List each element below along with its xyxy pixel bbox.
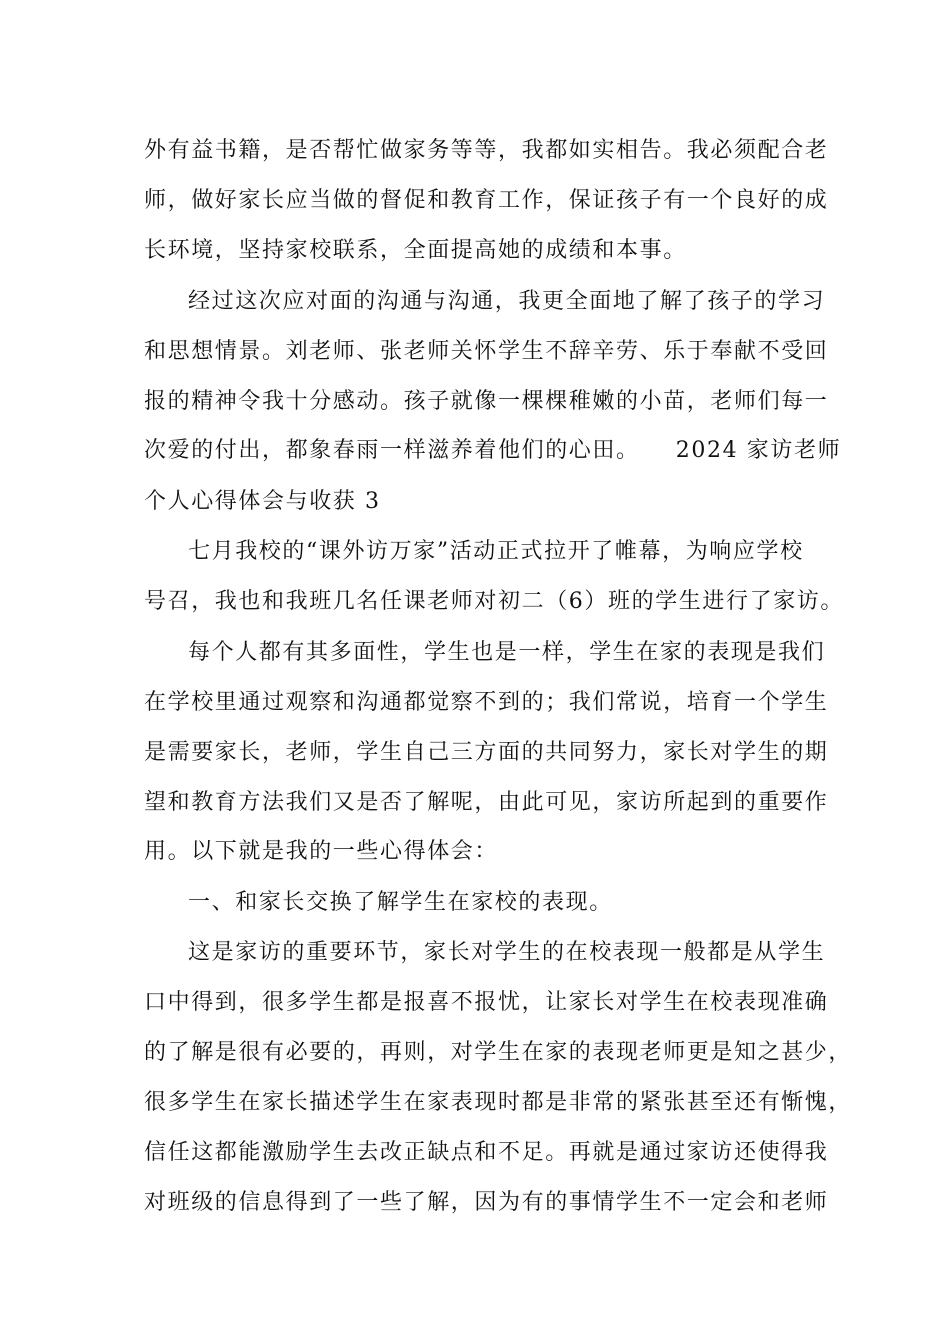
text-line-11: 每个人都有其多面性，学生也是一样，学生在家的表现是我们: [188, 640, 826, 665]
text-line-9: 七月我校的“课外访万家”活动正式拉开了帷幕，为响应学校: [188, 539, 804, 564]
text-line-15: 用。以下就是我的一些心得体会：: [144, 839, 499, 864]
text-line-21: 信任这都能激励学生去改正缺点和不足。再就是通过家访还使得我: [144, 1140, 829, 1165]
text-line-8: 个人心得体会与收获 3: [144, 489, 381, 514]
section-heading: 一、和家长交换了解学生在家校的表现。: [188, 890, 613, 915]
text-line-20: 很多学生在家长描述学生在家表现时都是非常的紧张甚至还有惭愧，: [144, 1090, 853, 1115]
text-line-7: 次爱的付出，都象春雨一样滋养着他们的心田。 2024 家访老师: [144, 438, 842, 463]
text-line-10: 号召，我也和我班几名任课老师对初二（6）班的学生进行了家访。: [144, 589, 844, 614]
text-line-22: 对班级的信息得到了一些了解，因为有的事情学生不一定会和老师: [144, 1190, 829, 1215]
text-line-17: 这是家访的重要环节，家长对学生的在校表现一般都是从学生: [188, 940, 826, 965]
text-line-18: 口中得到，很多学生都是报喜不报忧，让家长对学生在校表现准确: [144, 990, 829, 1015]
text-line-12: 在学校里通过观察和沟通都觉察不到的；我们常说，培育一个学生: [144, 690, 829, 715]
text-line-6: 报的精神令我十分感动。孩子就像一棵棵稚嫩的小苗，老师们每一: [144, 389, 829, 414]
text-line-19: 的了解是很有必要的，再则，对学生在家的表现老师更是知之甚少，: [144, 1040, 853, 1065]
text-line-1: 外有益书籍，是否帮忙做家务等等，我都如实相告。我必须配合老: [144, 138, 829, 163]
text-line-2: 师，做好家长应当做的督促和教育工作，保证孩子有一个良好的成: [144, 188, 829, 213]
text-line-13: 是需要家长，老师，学生自己三方面的共同努力，家长对学生的期: [144, 740, 829, 765]
text-line-5: 和思想情景。刘老师、张老师关怀学生不辞辛劳、乐于奉献不受回: [144, 339, 829, 364]
text-line-14: 望和教育方法我们又是否了解呢，由此可见，家访所起到的重要作: [144, 790, 829, 815]
text-line-4: 经过这次应对面的沟通与沟通，我更全面地了解了孩子的学习: [188, 289, 826, 314]
text-line-3: 长环境，坚持家校联系，全面提高她的成绩和本事。: [144, 238, 687, 263]
